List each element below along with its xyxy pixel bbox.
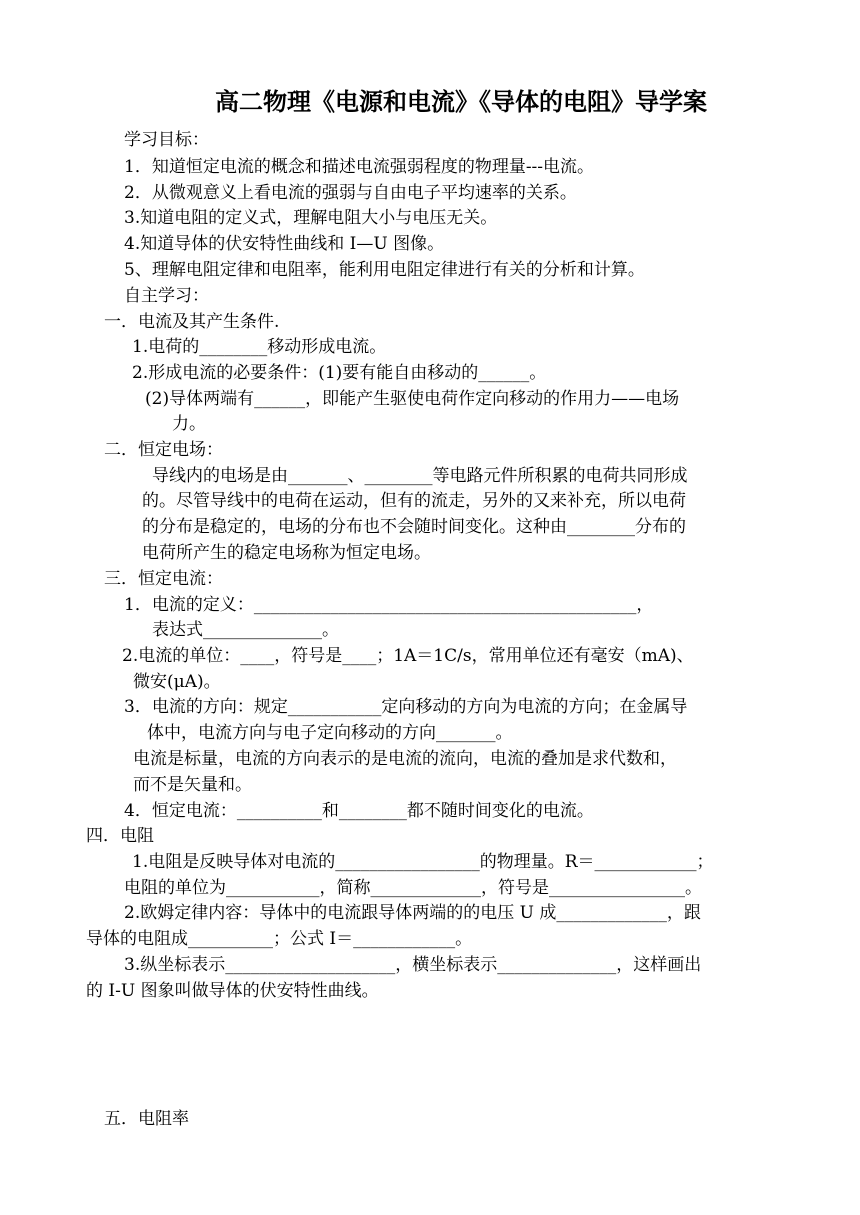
objective-line: 5、理解电阻定律和电阻率，能利用电阻定律进行有关的分析和计算。 [124, 260, 645, 280]
body-line: 力。 [172, 414, 206, 434]
section-heading: 四．电阻 [86, 826, 154, 846]
fill-blank-line: 4．恒定电流：__________和________都不随时间变化的电流。 [124, 801, 594, 821]
section-label-objectives: 学习目标： [124, 130, 209, 150]
body-line: 的 I-U 图象叫做导体的伏安特性曲线。 [86, 981, 379, 1001]
fill-blank-line: 的分布是稳定的，电场的分布也不会随时间变化。这种由________分布的 [142, 517, 686, 537]
fill-blank-line: 2.形成电流的必要条件：(1)要有能自由移动的______。 [132, 363, 547, 383]
fill-blank-line: 1.电阻是反映导体对电流的_________________的物理量。R＝____________； [132, 852, 714, 872]
fill-blank-line: 导体的电阻成__________；公式 I＝____________。 [86, 929, 473, 949]
fill-blank-line: 2.电流的单位：____，符号是____；1A＝1C/s，常用单位还有毫安（mA)、 [122, 646, 694, 666]
fill-blank-line: 1.电荷的________移动形成电流。 [132, 337, 387, 357]
body-line: 电流是标量，电流的方向表示的是电流的流向，电流的叠加是求代数和， [133, 749, 677, 769]
section-heading: 三．恒定电流： [104, 569, 223, 589]
objective-line: 3.知道电阻的定义式，理解电阻大小与电压无关。 [124, 208, 498, 228]
fill-blank-line: 3．电流的方向：规定___________定向移动的方向为电流的方向；在金属导 [124, 697, 688, 717]
section-heading: 二．恒定电场： [104, 440, 223, 460]
fill-blank-line: 2.欧姆定律内容：导体中的电流跟导体两端的的电压 U 成_____________，跟 [124, 903, 701, 923]
page-title: 高二物理《电源和电流》《导体的电阻》导学案 [215, 87, 707, 116]
body-line: 的。尽管导线中的电荷在运动，但有的流走，另外的又来补充，所以电荷 [142, 491, 686, 511]
fill-blank-line: 表达式______________。 [152, 620, 339, 640]
fill-blank-line: 导线内的电场是由_______、________等电路元件所积累的电荷共同形成 [152, 466, 688, 486]
objective-line: 4.知道导体的伏安特性曲线和 I—U 图像。 [124, 234, 445, 254]
fill-blank-line: 3.纵坐标表示____________________，横坐标表示______________，这样画出 [124, 955, 702, 975]
fill-blank-line: 电阻的单位为___________，简称_____________，符号是________________。 [124, 878, 702, 898]
objective-line: 2．从微观意义上看电流的强弱与自由电子平均速率的关系。 [124, 183, 577, 203]
section-label-self-study: 自主学习： [124, 286, 209, 306]
fill-blank-line: 1．电流的定义：_____________________________________________， [124, 595, 654, 615]
objective-line: 1．知道恒定电流的概念和描述电流强弱程度的物理量---电流。 [124, 157, 595, 177]
fill-blank-line: (2)导体两端有______，即能产生驱使电荷作定向移动的作用力——电场 [145, 389, 680, 409]
body-line: 而不是矢量和。 [133, 775, 252, 795]
body-line: 电荷所产生的稳定电场称为恒定电场。 [142, 543, 431, 563]
body-line: 微安(μA)。 [133, 672, 221, 692]
fill-blank-line: 体中，电流方向与电子定向移动的方向_______。 [147, 723, 513, 743]
section-heading: 一．电流及其产生条件. [104, 312, 280, 332]
section-heading: 五．电阻率 [104, 1109, 189, 1129]
